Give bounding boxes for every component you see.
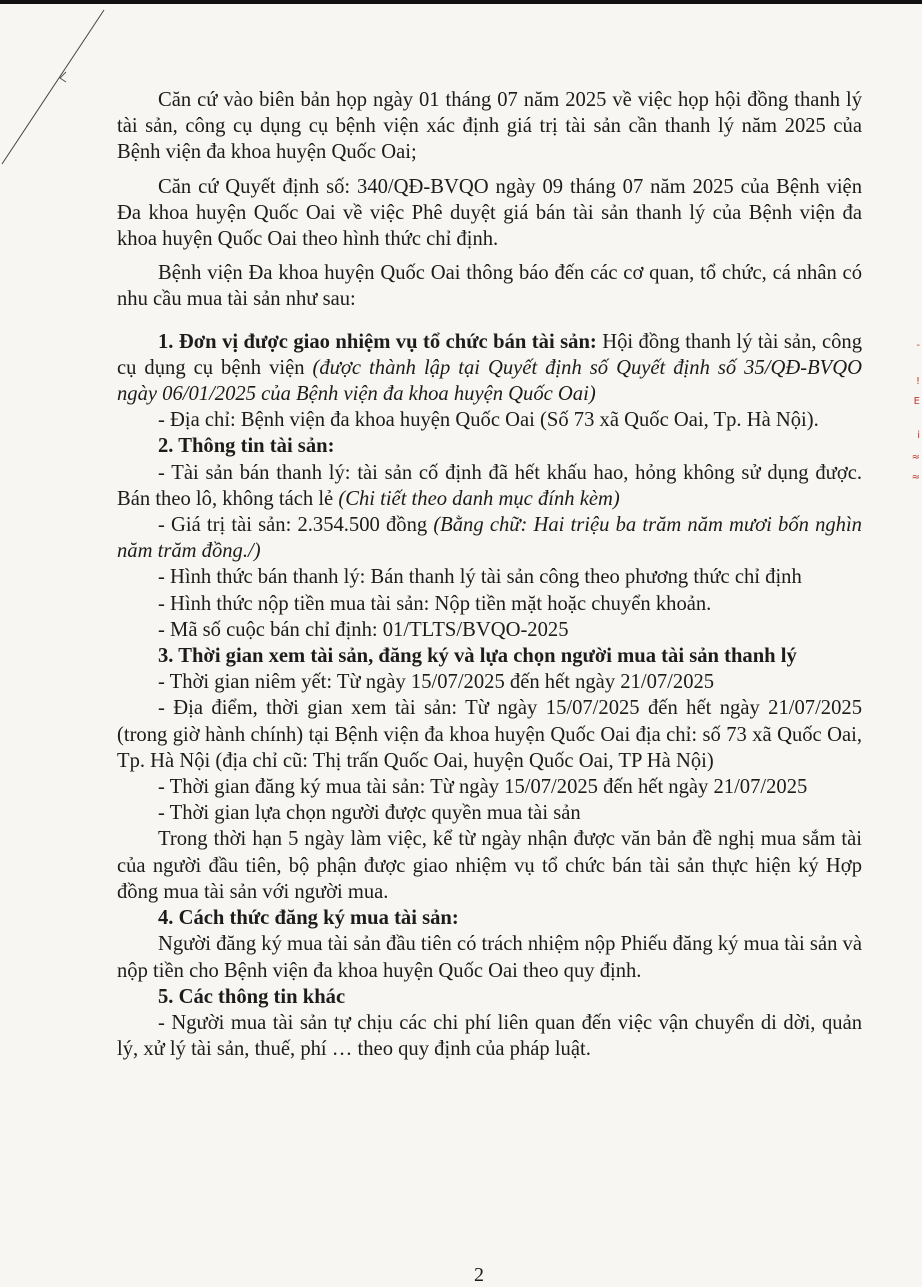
paragraph-announcement: Bệnh viện Đa khoa huyện Quốc Oai thông báo đến các cơ quan, tổ chức, cá nhân có nhu cầu mua tài sản như sau: bbox=[117, 262, 862, 311]
section-5-text: - Người mua tài sản tự chịu các chi phí liên quan đến việc vận chuyển di dời, quản lý, xử lý tài sản, thuế, phí … theo quy định của pháp luật. bbox=[117, 1011, 862, 1061]
section-3-item-4: - Thời gian lựa chọn người được quyền mua tài sản bbox=[158, 802, 581, 825]
section-5-heading bbox=[117, 984, 862, 1010]
section-2-item-1-text: - Tài sản bán thanh lý: tài sản cố định đã hết khấu hao, hỏng không sử dụng được. Bán theo lô, không tách lẻ bbox=[117, 461, 862, 510]
margin-marks: - ! E i ≈ ≈ bbox=[911, 340, 920, 483]
paper-fold-mark bbox=[0, 0, 110, 170]
section-2-item-2-italic: (Bằng chữ: Hai triệu ba trăm năm mươi bốn nghìn năm trăm đồng./) bbox=[117, 514, 862, 563]
section-5-heading-text: 5. Các thông tin khác bbox=[158, 985, 346, 1008]
section-2-item-1 bbox=[117, 460, 862, 512]
section-1-text: Hội đồng thanh lý tài sản, công cụ dụng cụ bệnh viện bbox=[117, 330, 862, 379]
section-1-heading: 1. Đơn vị được giao nhiệm vụ tổ chức bán tài sản: bbox=[158, 330, 597, 353]
section-2-heading bbox=[117, 433, 862, 459]
section-1-italic: (được thành lập tại Quyết định số Quyết định số 35/QĐ-BVQO ngày 06/01/2025 của Bệnh viện đa khoa huyện Quốc Oai) bbox=[117, 356, 862, 406]
section-4-text: Người đăng ký mua tài sản đầu tiên có trách nhiệm nộp Phiếu đăng ký mua tài sản và nộp tiền cho Bệnh viện đa khoa huyện Quốc Oai theo quy định. bbox=[117, 933, 862, 982]
section-2-item-2 bbox=[117, 512, 862, 564]
section-2-item-1-italic: (Chi tiết theo danh mục đính kèm) bbox=[338, 487, 620, 510]
section-3-item-2: - Địa điểm, thời gian xem tài sản: Từ ngày 15/07/2025 đến hết ngày 21/07/2025 (trong giờ hành chính) tại Bệnh viện đa khoa huyện Quốc Oai địa chỉ: số 73 xã Quốc Oai, Tp. Hà Nội (địa chỉ cũ: Thị trấn Quốc Oai, huyện Quốc Oai, TP Hà Nội) bbox=[117, 697, 862, 772]
section-2-item-2-text: - Giá trị tài sản: 2.354.500 đồng bbox=[158, 514, 434, 537]
section-4-heading-text: 4. Cách thức đăng ký mua tài sản: bbox=[158, 907, 459, 930]
section-1 bbox=[117, 329, 862, 408]
section-2-heading-text: 2. Thông tin tài sản: bbox=[158, 435, 335, 458]
section-2-item-5: - Mã số cuộc bán chỉ định: 01/TLTS/BVQO-2025 bbox=[158, 618, 569, 641]
section-1-address: - Địa chỉ: Bệnh viện đa khoa huyện Quốc Oai (Số 73 xã Quốc Oai, Tp. Hà Nội). bbox=[158, 409, 819, 432]
section-2-item-4: - Hình thức nộp tiền mua tài sản: Nộp tiền mặt hoặc chuyển khoản. bbox=[158, 592, 712, 615]
page-top-edge bbox=[0, 0, 922, 4]
document-body bbox=[117, 87, 862, 1062]
page-number: 2 bbox=[474, 1264, 484, 1286]
section-3-item-3: - Thời gian đăng ký mua tài sản: Từ ngày 15/07/2025 đến hết ngày 21/07/2025 bbox=[158, 776, 808, 799]
section-3-heading-text: 3. Thời gian xem tài sản, đăng ký và lựa chọn người mua tài sản thanh lý bbox=[158, 645, 797, 668]
paragraph-legal-basis-1: Căn cứ vào biên bản họp ngày 01 tháng 07 năm 2025 về việc họp hội đồng thanh lý tài sản, công cụ dụng cụ bệnh viện xác định giá trị tài sản cần thanh lý năm 2025 của Bệnh viện đa khoa huyện Quốc Oai; bbox=[117, 89, 862, 164]
section-3-item-5: Trong thời hạn 5 ngày làm việc, kể từ ngày nhận được văn bản đề nghị mua sắm tài của người đầu tiên, bộ phận được giao nhiệm vụ tổ chức bán tài sản thực hiện ký Hợp đồng mua tài sản với người mua. bbox=[117, 828, 862, 903]
paragraph-legal-basis-2: Căn cứ Quyết định số: 340/QĐ-BVQO ngày 09 tháng 07 năm 2025 của Bệnh viện Đa khoa huyện Quốc Oai về việc Phê duyệt giá bán tài sản thanh lý của Bệnh viện đa khoa huyện Quốc Oai theo hình thức chỉ định. bbox=[117, 175, 862, 251]
section-4-heading bbox=[117, 905, 862, 931]
section-3-heading bbox=[117, 643, 862, 669]
section-2-item-3: - Hình thức bán thanh lý: Bán thanh lý tài sản công theo phương thức chỉ định bbox=[158, 566, 802, 589]
section-3-item-1: - Thời gian niêm yết: Từ ngày 15/07/2025 đến hết ngày 21/07/2025 bbox=[158, 671, 715, 694]
